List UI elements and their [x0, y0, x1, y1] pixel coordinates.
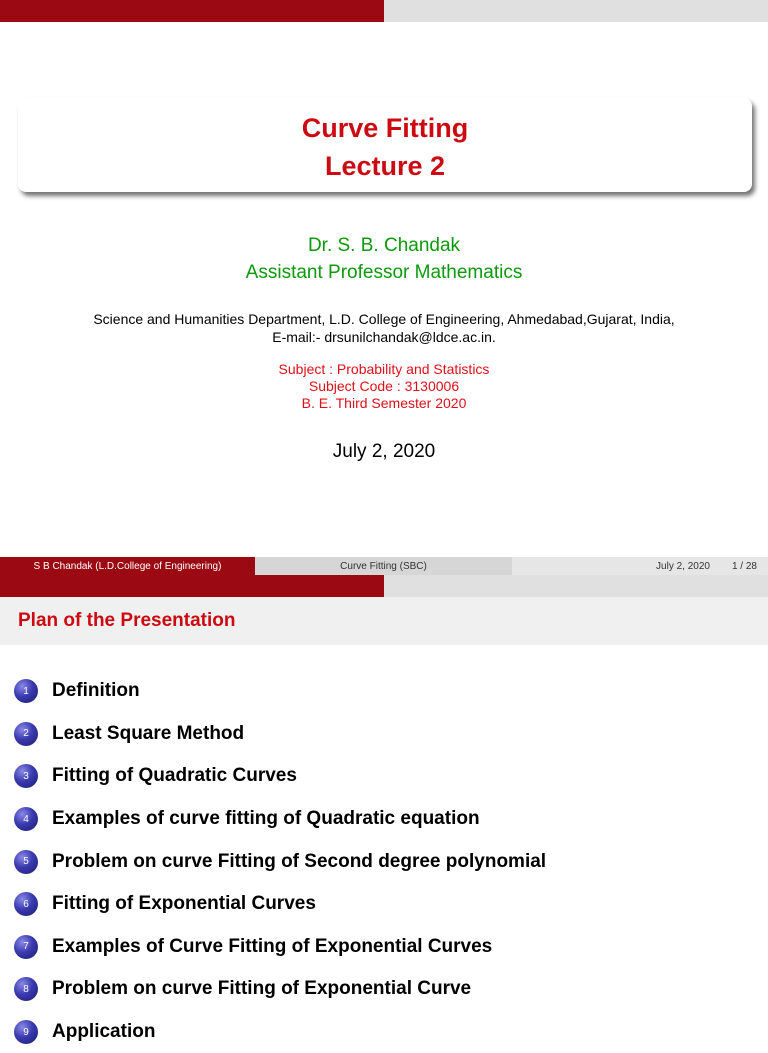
toc-number-bullet: 3 — [14, 764, 38, 788]
toc-item-label: Problem on curve Fitting of Second degree polynomial — [52, 850, 547, 872]
header-bar-gray — [384, 575, 768, 597]
toc-item-label: Application — [52, 1021, 156, 1043]
email-line: E-mail:- drsunilchandak@ldce.ac.in. — [272, 329, 496, 345]
toc-number-bullet: 4 — [14, 807, 38, 831]
presentation-date: July 2, 2020 — [332, 441, 436, 462]
footer-date: July 2, 2020 — [656, 560, 710, 572]
footer-author: S B Chandak (L.D.College of Engineering) — [0, 557, 255, 575]
toc-item[interactable] — [14, 713, 754, 756]
toc-item-label: Fitting of Quadratic Curves — [52, 765, 297, 787]
semester: B. E. Third Semester 2020 — [301, 395, 467, 411]
toc-item[interactable] — [14, 840, 754, 883]
toc-item[interactable] — [14, 968, 754, 1011]
footer-right — [512, 557, 768, 575]
author-name: Dr. S. B. Chandak — [307, 235, 461, 256]
toc-number-bullet: 2 — [14, 722, 38, 746]
slide2-header-bar — [0, 575, 768, 597]
toc-item[interactable] — [14, 755, 754, 798]
subject-name: Subject : Probability and Statistics — [278, 361, 490, 377]
toc-number-bullet: 9 — [14, 1020, 38, 1044]
toc-number-bullet: 5 — [14, 850, 38, 874]
header-bar-red — [0, 575, 384, 597]
toc-number-bullet: 1 — [14, 679, 38, 703]
toc-item-label: Examples of curve fitting of Quadratic equation — [52, 808, 480, 830]
toc-item-label: Examples of Curve Fitting of Exponential Curves — [52, 935, 493, 957]
footer-title: Curve Fitting (SBC) — [255, 557, 512, 575]
toc-item-label: Fitting of Exponential Curves — [52, 893, 316, 915]
toc-item-label: Problem on curve Fitting of Exponential Curve — [52, 978, 472, 1000]
toc-item[interactable] — [14, 1011, 754, 1053]
slide-title: Curve Fitting — [301, 113, 469, 143]
department-line: Science and Humanities Department, L.D. College of Engineering, Ahmedabad,Gujarat, India, — [93, 311, 675, 327]
institute-block — [0, 310, 768, 346]
toc-item[interactable] — [14, 926, 754, 969]
toc-number-bullet: 6 — [14, 892, 38, 916]
author-block — [0, 232, 768, 286]
subject-code: Subject Code : 3130006 — [308, 378, 460, 394]
title-block — [18, 98, 752, 192]
toc-item-label: Least Square Method — [52, 722, 245, 744]
subject-block — [0, 361, 768, 412]
toc-number-bullet: 7 — [14, 935, 38, 959]
table-of-contents — [14, 670, 754, 1053]
toc-item[interactable] — [14, 883, 754, 926]
slide-footer — [0, 557, 768, 575]
header-bar-red — [0, 0, 384, 22]
toc-item[interactable] — [14, 670, 754, 713]
frame-title: Plan of the Presentation — [0, 597, 768, 645]
toc-item-label: Definition — [52, 680, 140, 702]
toc-number-bullet: 8 — [14, 977, 38, 1001]
slide-subtitle: Lecture 2 — [324, 151, 446, 181]
author-position: Assistant Professor Mathematics — [245, 262, 523, 283]
slide1-header-bar — [0, 0, 768, 22]
toc-item[interactable] — [14, 798, 754, 841]
page-number: 1 / 28 — [731, 560, 757, 572]
header-bar-gray — [384, 0, 768, 22]
